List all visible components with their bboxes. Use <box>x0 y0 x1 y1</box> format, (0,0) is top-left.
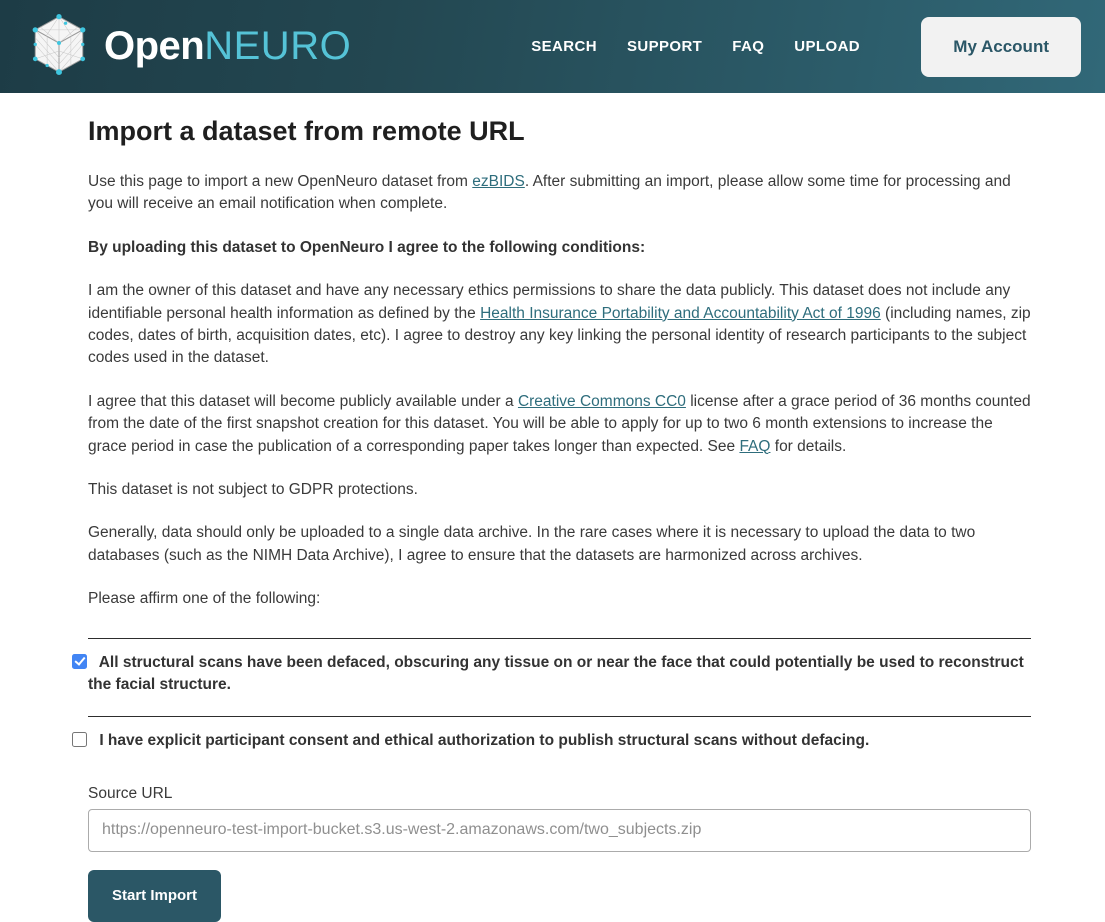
intro-text-2: . After submitting an import, please allow some time for processing and you will receive an email notification when complete. <box>88 173 1011 213</box>
site-header <box>0 0 1105 93</box>
nav-support[interactable]: SUPPORT <box>626 38 703 55</box>
consent-checkbox[interactable] <box>72 732 87 747</box>
openneuro-logo[interactable] <box>26 11 351 83</box>
affirm-option-defaced[interactable] <box>88 638 1031 716</box>
faq-link[interactable]: FAQ <box>739 437 771 455</box>
brain-cube-logo-icon <box>26 11 92 83</box>
defaced-checkbox[interactable] <box>72 654 87 669</box>
affirm-prompt: Please affirm one of the following: <box>88 590 321 608</box>
owner-text-2: (including names, zip codes, dates of birth, acquisition dates, etc). I agree to destroy any key linking the personal identity of research participants to the subject codes used in the dataset. <box>88 304 1031 367</box>
affirm-option-consent[interactable] <box>88 716 1031 775</box>
intro-text-1: Use this page to import a new OpenNeuro dataset from <box>88 173 473 190</box>
owner-paragraph <box>88 280 1031 370</box>
cc0-link[interactable]: Creative Commons CC0 <box>517 392 686 410</box>
license-paragraph <box>88 391 1031 458</box>
wordmark-neuro: NEURO <box>204 24 352 68</box>
owner-text-1: I am the owner of this dataset and have any necessary ethics permissions to share the data publicly. This dataset does not include any identifiable personal health information as defined by the <box>88 282 1011 322</box>
archive-paragraph: Generally, data should only be uploaded to a single data archive. In the rare cases where it is necessary to upload the data to two databases (such as the NIMH Data Archive), I agree to ensure that the datasets are harmonized across archives. <box>88 524 976 564</box>
source-url-input[interactable] <box>88 809 1031 852</box>
conditions-heading: By uploading this dataset to OpenNeuro I agree to the following conditions: <box>88 238 646 256</box>
source-url-label: Source URL <box>88 784 173 802</box>
license-text-1: I agree that this dataset will become publicly available under a <box>88 392 518 410</box>
gdpr-paragraph: This dataset is not subject to GDPR protections. <box>88 481 418 499</box>
my-account-button[interactable]: My Account <box>921 17 1081 77</box>
defaced-label: All structural scans have been defaced, obscuring any tissue on or near the face that could potentially be used to reconstruct the facial structure. <box>88 653 1024 694</box>
nav-search[interactable]: SEARCH <box>531 38 597 55</box>
license-text-3: for details. <box>770 437 847 455</box>
affirm-options <box>88 638 1031 775</box>
start-import-button[interactable]: Start Import <box>88 870 221 922</box>
hipaa-link[interactable]: Health Insurance Portability and Accountability Act of 1996 <box>480 304 881 322</box>
wordmark <box>104 24 351 69</box>
import-page-content <box>88 116 1031 922</box>
wordmark-open: Open <box>104 24 205 68</box>
main-nav <box>531 38 860 55</box>
nav-upload[interactable]: UPLOAD <box>794 38 861 55</box>
license-text-2: license after a grace period of 36 months counted from the date of the first snapshot creation for this dataset. You will be able to apply for up to two 6 month extensions to increase the grace period in case the publication of a corresponding paper takes longer than expected. See <box>88 392 1031 455</box>
page-title: Import a dataset from remote URL <box>88 116 525 146</box>
consent-label: I have explicit participant consent and ethical authorization to publish structural scans without defacing. <box>99 731 870 749</box>
intro-paragraph <box>88 171 1031 216</box>
nav-faq[interactable]: FAQ <box>732 38 765 55</box>
ezbids-link[interactable]: ezBIDS <box>472 173 525 190</box>
